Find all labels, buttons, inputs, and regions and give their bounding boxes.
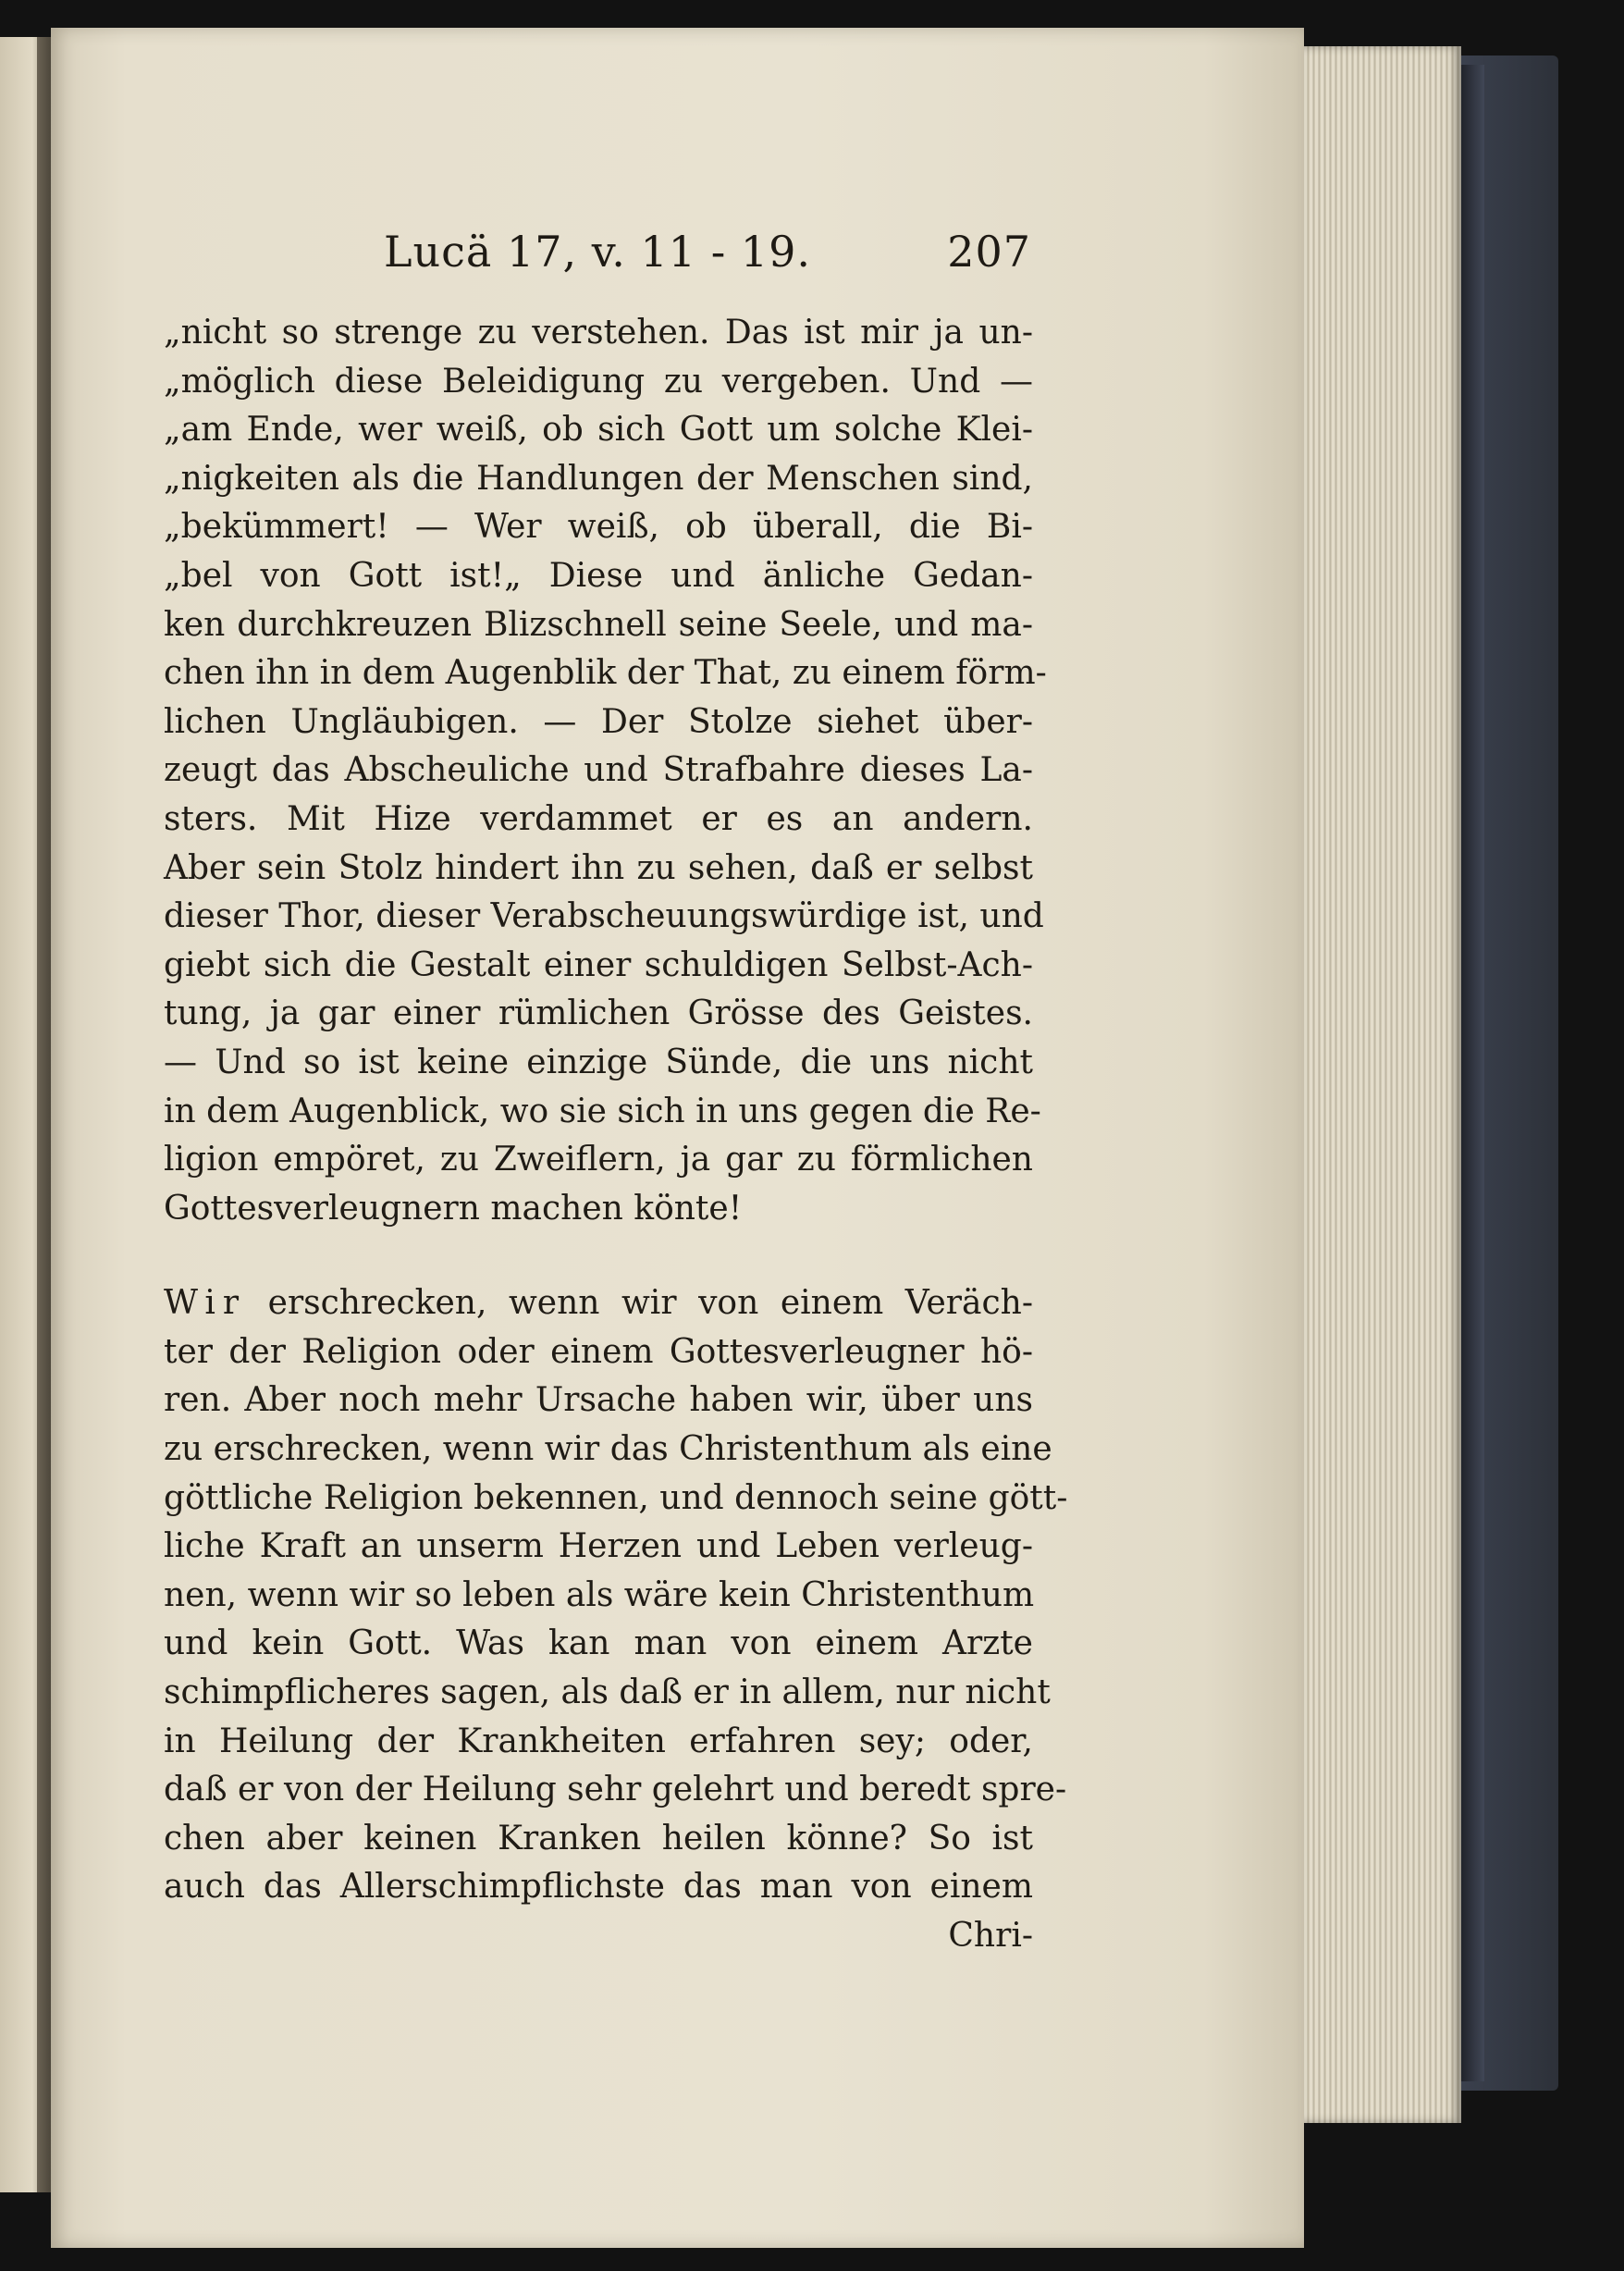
text-line: „bel von Gott ist!„ Diese und änliche Gedan- bbox=[164, 556, 1033, 595]
text-line: chen ihn in dem Augenblik der That, zu einem förm- bbox=[164, 654, 1047, 693]
text-line: zeugt das Abscheuliche und Strafbahre dieses La- bbox=[164, 751, 1033, 790]
catchword: Chri- bbox=[948, 1917, 1033, 1955]
text-line: „bekümmert! — Wer weiß, ob überall, die Bi- bbox=[164, 508, 1033, 547]
initial-word: Wir bbox=[164, 1284, 247, 1323]
text-line: liche Kraft an unserm Herzen und Leben verleug- bbox=[164, 1527, 1033, 1566]
text-line: daß er von der Heilung sehr gelehrt und beredt spre- bbox=[164, 1771, 1067, 1809]
text-line: dieser Thor, dieser Verabscheuungswürdige ist, und bbox=[164, 897, 1044, 936]
text-line: nen, wenn wir so leben als wäre kein Christenthum bbox=[164, 1575, 1035, 1614]
paragraph-2 bbox=[164, 1279, 1068, 1912]
text-line: „möglich diese Beleidigung zu vergeben. Und — bbox=[164, 362, 1033, 401]
text-line: tung, ja gar einer rümlichen Grösse des Geistes. bbox=[164, 994, 1033, 1033]
paragraph-spacer bbox=[164, 1233, 1033, 1279]
text-line: ken durchkreuzen Blizschnell seine Seele, und ma- bbox=[164, 605, 1033, 644]
page-block-edges bbox=[1304, 46, 1461, 2123]
text-line: ren. Aber noch mehr Ursache haben wir, über uns bbox=[164, 1381, 1033, 1420]
text-line: sters. Mit Hize verdammet er es an andern. bbox=[164, 799, 1033, 838]
text-line: göttliche Religion bekennen, und dennoch seine gött- bbox=[164, 1478, 1068, 1517]
page-number: 207 bbox=[947, 227, 1031, 277]
text-line: Aber sein Stolz hindert ihn zu sehen, daß er selbst bbox=[164, 848, 1033, 887]
text-line: ligion empöret, zu Zweiflern, ja gar zu förmlichen bbox=[164, 1141, 1033, 1179]
text-line: giebt sich die Gestalt einer schuldigen Selbst-Ach- bbox=[164, 945, 1033, 984]
text-line: schimpflicheres sagen, als daß er in allem, nur nicht bbox=[164, 1673, 1051, 1712]
text-line: „am Ende, wer weiß, ob sich Gott um solche Klei- bbox=[164, 411, 1033, 450]
page-header bbox=[384, 227, 1031, 291]
text-line: „nicht so strenge zu verstehen. Das ist mir ja un- bbox=[164, 314, 1033, 352]
text-line: chen aber keinen Kranken heilen könne? So ist bbox=[164, 1819, 1033, 1858]
book-page bbox=[51, 28, 1304, 2248]
text-line: zu erschrecken, wenn wir das Christenthum als eine bbox=[164, 1430, 1052, 1469]
paragraph-1 bbox=[164, 309, 1047, 1233]
text-line: in Heilung der Krankheiten erfahren sey; oder, bbox=[164, 1722, 1033, 1760]
text-line: Gottesverleugnern machen könte! bbox=[164, 1189, 743, 1228]
text-line: „nigkeiten als die Handlungen der Menschen sind, bbox=[164, 459, 1033, 498]
text-line: in dem Augenblick, wo sie sich in uns gegen die Re- bbox=[164, 1092, 1041, 1130]
text-line: ter der Religion oder einem Gottesverleugner hö- bbox=[164, 1332, 1033, 1371]
text-line: auch das Allerschimpflichste das man von einem bbox=[164, 1868, 1033, 1907]
body-text bbox=[164, 309, 1068, 1961]
text-line-with-initial bbox=[164, 1279, 1033, 1328]
text-line-rest: erschrecken, wenn wir von einem Veräch- bbox=[246, 1284, 1033, 1323]
text-line: und kein Gott. Was kan man von einem Arzte bbox=[164, 1624, 1033, 1663]
running-title: Lucä 17, v. 11 - 19. bbox=[384, 227, 812, 277]
text-line: — Und so ist keine einzige Sünde, die uns nicht bbox=[164, 1043, 1033, 1081]
text-line: lichen Ungläubigen. — Der Stolze siehet über- bbox=[164, 702, 1033, 741]
